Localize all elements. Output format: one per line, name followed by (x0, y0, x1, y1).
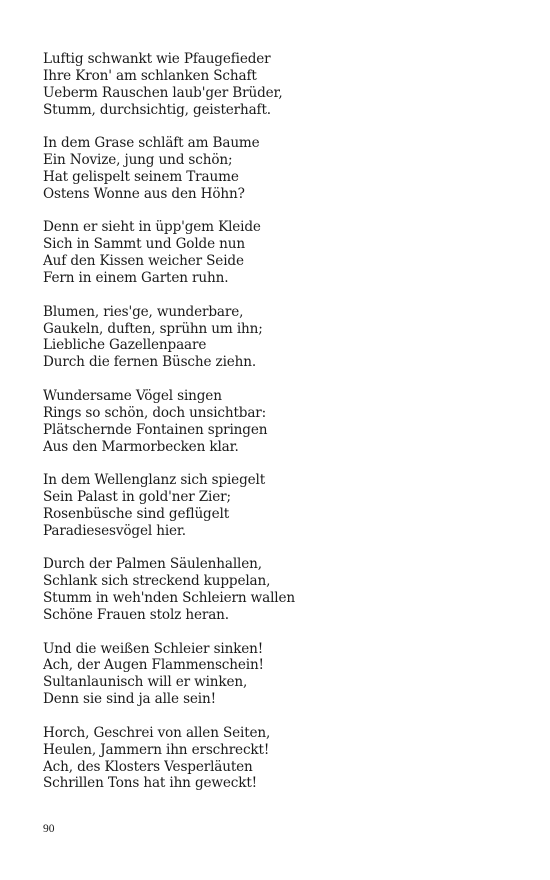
poem-line: Blumen, ries'ge, wunderbare, (43, 303, 244, 320)
poem-line: Durch die fernen Büsche ziehn. (43, 354, 257, 371)
stanza-6 (43, 472, 503, 540)
poem-line: Ach, der Augen Flammenschein! (43, 657, 264, 674)
stanza-3 (43, 219, 503, 287)
poem-line: Liebliche Gazellenpaare (43, 337, 207, 354)
poem-line: Horch, Geschrei von allen Seiten, (43, 724, 271, 741)
poem-line: Und die weißen Schleier sinken! (43, 640, 264, 657)
stanza-8 (43, 641, 503, 709)
poem-line: Ostens Wonne aus den Höhn? (43, 185, 245, 202)
poem-line: Ueberm Rauschen laub'ger Brüder, (43, 84, 283, 101)
poem-line: In dem Wellenglanz sich spiegelt (43, 472, 266, 489)
poem-line: Schöne Frauen stolz heran. (43, 607, 229, 624)
poem-line: Schlank sich streckend kuppelan, (43, 573, 271, 590)
poem-line: Sich in Sammt und Golde nun (43, 236, 245, 253)
poem-line: Schrillen Tons hat ihn geweckt! (43, 775, 257, 792)
poem-line: Gaukeln, duften, sprühn um ihn; (43, 320, 263, 337)
poem-line: Wundersame Vögel singen (43, 387, 222, 404)
stanza-5 (43, 388, 503, 456)
poem-text (43, 51, 503, 809)
poem-line: Ihre Kron' am schlanken Schaft (43, 67, 257, 84)
poem-line: In dem Grase schläft am Baume (43, 135, 260, 152)
stanza-9 (43, 725, 503, 793)
stanza-2 (43, 135, 503, 203)
poem-line: Hat gelispelt seinem Traume (43, 169, 239, 186)
poem-line: Rings so schön, doch unsichtbar: (43, 404, 267, 421)
poem-line: Heulen, Jammern ihn erschreckt! (43, 741, 270, 758)
stanza-7 (43, 556, 503, 624)
page-number: 90 (43, 823, 55, 835)
poem-line: Luftig schwankt wie Pfaugefieder (43, 51, 271, 67)
poem-line: Paradiesesvögel hier. (43, 522, 186, 539)
poem-line: Sultanlaunisch will er winken, (43, 674, 248, 691)
stanza-1 (43, 51, 503, 119)
poem-line: Stumm, durchsichtig, geisterhaft. (43, 101, 271, 118)
poem-line: Sein Palast in gold'ner Zier; (43, 489, 231, 505)
poem-line: Auf den Kissen weicher Seide (43, 253, 244, 270)
poem-line: Denn er sieht in üpp'gem Kleide (43, 219, 261, 236)
poem-line: Ein Novize, jung und schön; (43, 152, 233, 169)
poem-line: Durch der Palmen Säulenhallen, (43, 556, 262, 573)
poem-line: Fern in einem Garten ruhn. (43, 270, 229, 287)
poem-line: Ach, des Klosters Vesperläuten (43, 758, 253, 775)
poem-line: Aus den Marmorbecken klar. (43, 438, 239, 455)
poem-line: Rosenbüsche sind geflügelt (43, 505, 230, 522)
poem-line: Denn sie sind ja alle sein! (43, 691, 216, 708)
poem-line: Plätschernde Fontainen springen (43, 421, 268, 438)
poem-line: Stumm in weh'nden Schleiern wallen (43, 590, 295, 607)
stanza-4 (43, 304, 503, 372)
